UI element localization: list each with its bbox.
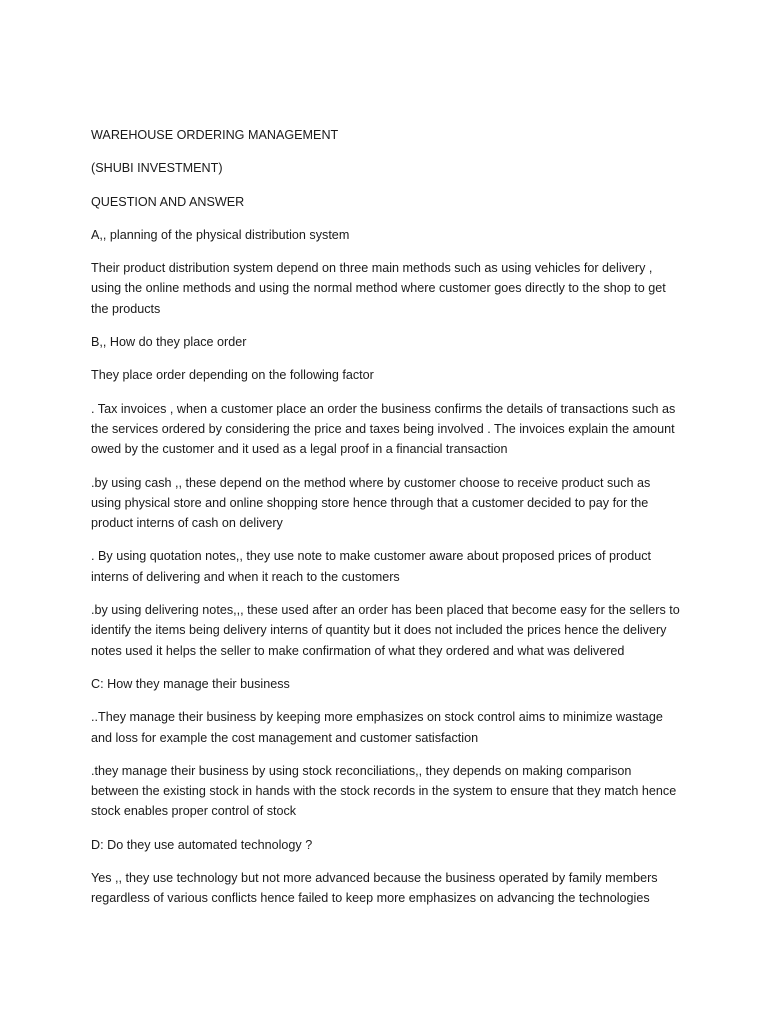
question-c: C: How they manage their business [91, 676, 290, 691]
question-b: B,, How do they place order [91, 335, 247, 350]
answer-b-intro: They place order depending on the following factor [91, 368, 374, 383]
answer-b-tax-invoices: . Tax invoices , when a customer place an order the business confirms the details of transactions such as the services ordered by considering the price and taxes being involved . The invoices explain the amount owed by the customer and it used as a legal proof in a financial transaction [91, 401, 676, 457]
answer-b-delivering-notes: .by using delivering notes,,, these used after an order has been placed that become easy for the sellers to identify the items being delivery interns of quantity but it does not included the prices hence the delivery notes used it helps the seller to make confirmation of what they ordered and what was delivered [91, 603, 680, 658]
document-subtitle: (SHUBI INVESTMENT) [91, 161, 223, 176]
answer-a: Their product distribution system depend on three main methods such as using vehicles for delivery , using the online methods and using the normal method where customer goes directly to the shop to get the products [91, 261, 666, 316]
question-a: A,, planning of the physical distribution system [91, 227, 350, 242]
answer-c-stock-reconciliation: .they manage their business by using stock reconciliations,, they depends on making comparison between the existing stock in hands with the stock records in the system to ensure that they match hence stock enables proper control of stock [91, 763, 677, 819]
section-label: QUESTION AND ANSWER [91, 194, 245, 209]
answer-b-quotation-notes: . By using quotation notes,, they use note to make customer aware about proposed prices of product interns of delivering and when it reach to the customers [91, 549, 652, 584]
answer-c-stock-control: ..They manage their business by keeping more emphasizes on stock control aims to minimize wastage and loss for example the cost management and customer satisfaction [91, 710, 663, 745]
answer-d: Yes ,, they use technology but not more advanced because the business operated by family members regardless of various conflicts hence failed to keep more emphasizes on advancing the technologies [91, 871, 658, 906]
document-body [91, 125, 681, 922]
document-title: WAREHOUSE ORDERING MANAGEMENT [91, 128, 339, 142]
answer-b-cash: .by using cash ,, these depend on the method where by customer choose to receive product such as using physical store and online shopping store hence through that a customer decided to pay for the product interns of cash on delivery [91, 475, 651, 531]
question-d: D: Do they use automated technology ? [91, 837, 313, 852]
